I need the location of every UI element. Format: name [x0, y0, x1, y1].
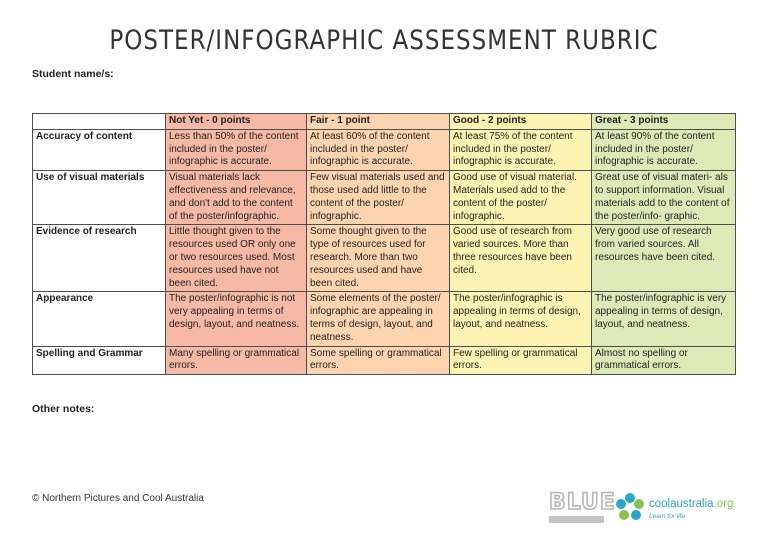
rubric-cell: Few visual materials used and those used add little to the content of the poster/ infographic. [307, 171, 450, 225]
blue-logo-text: BLUE [549, 490, 616, 515]
criterion-cell: Use of visual materials [33, 171, 166, 225]
rubric-cell: The poster/infographic is not very appealing in terms of design, layout, and neatness. [166, 292, 307, 346]
coolaustralia-name: coolaustralia [649, 498, 714, 510]
rubric-cell: Less than 50% of the content included in the poster/ infographic is accurate. [166, 129, 307, 170]
page-title: POSTER/INFOGRAPHIC ASSESSMENT RUBRIC [109, 26, 659, 56]
flower-logo-icon [615, 492, 645, 522]
rubric-cell: Great use of visual materi- als to support information. Visual materials add to the content of the poster/info- graphic. [592, 171, 736, 225]
header-great: Great - 3 points [592, 114, 736, 130]
rubric-cell: At least 90% of the content included in the poster/ infographic is accurate. [592, 129, 736, 170]
rubric-cell: Almost no spelling or grammatical errors. [592, 346, 736, 375]
criterion-cell: Appearance [33, 292, 166, 346]
coolaustralia-tld: .org [713, 498, 734, 510]
rubric-cell: Some thought given to the type of resources used for research. More than two resources used and have been cited. [307, 225, 450, 292]
other-notes-label: Other notes: [32, 403, 95, 415]
table-row [33, 129, 736, 170]
rubric-table [32, 113, 736, 375]
coolaustralia-logo [615, 492, 735, 526]
table-row [33, 171, 736, 225]
table-header-row [33, 114, 736, 130]
rubric-cell: The poster/infographic is appealing in terms of design, layout, and neatness. [450, 292, 592, 346]
rubric-cell: Very good use of research from varied sources. All resources have been cited. [592, 225, 736, 292]
coolaustralia-tagline: Learn for life [649, 513, 686, 520]
header-not-yet: Not Yet - 0 points [166, 114, 307, 130]
student-name-label: Student name/s: [32, 68, 114, 80]
blue-logo-bar [549, 516, 604, 523]
criterion-cell: Accuracy of content [33, 129, 166, 170]
header-fair: Fair - 1 point [307, 114, 450, 130]
criterion-cell: Evidence of research [33, 225, 166, 292]
rubric-cell: Good use of research from varied sources. More than three resources have been cited. [450, 225, 592, 292]
rubric-cell: Many spelling or grammatical errors. [166, 346, 307, 375]
rubric-cell: The poster/infographic is very appealing in terms of design, layout, and neatness. [592, 292, 736, 346]
rubric-cell: At least 75% of the content included in the poster/ infographic is accurate. [450, 129, 592, 170]
blue-logo [549, 490, 616, 525]
copyright-text: © Northern Pictures and Cool Australia [32, 493, 204, 504]
coolaustralia-wordmark [649, 498, 733, 510]
table-row [33, 292, 736, 346]
rubric-cell: Some spelling or grammatical errors. [307, 346, 450, 375]
header-criterion [33, 114, 166, 130]
rubric-cell: Some elements of the poster/ infographic are appealing in terms of design, layout, and neatness. [307, 292, 450, 346]
header-good: Good - 2 points [450, 114, 592, 130]
rubric-cell: Visual materials lack effectiveness and relevance, and don't add to the content of the poster/infographic. [166, 171, 307, 225]
criterion-cell: Spelling and Grammar [33, 346, 166, 375]
rubric-cell: At least 60% of the content included in the poster/ infographic is accurate. [307, 129, 450, 170]
rubric-cell: Few spelling or grammatical errors. [450, 346, 592, 375]
rubric-cell: Good use of visual material. Materials used add to the content of the poster/ infographic. [450, 171, 592, 225]
table-row [33, 346, 736, 375]
table-row [33, 225, 736, 292]
rubric-cell: Little thought given to the resources used OR only one or two resources used. Most resources used have not been cited. [166, 225, 307, 292]
